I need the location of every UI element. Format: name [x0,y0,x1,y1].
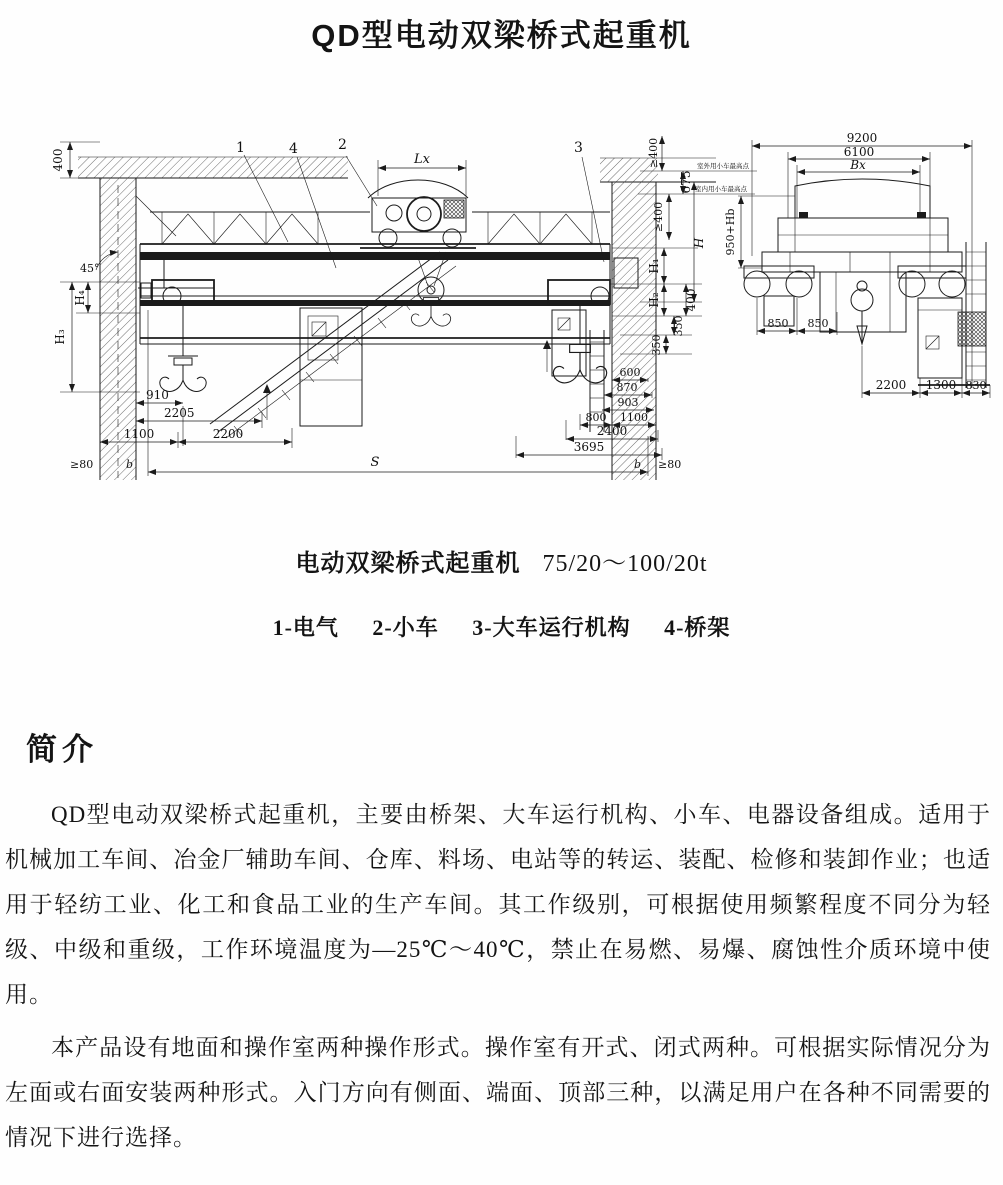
dim-ge400-mid: ≥400 [652,201,665,233]
dim-800: 800 [585,411,607,424]
dim-b-right: b [634,458,642,471]
dim-1100-left: 1100 [123,427,155,441]
dim-850-b: 850 [807,317,829,330]
dim-lx-label: Lx [414,152,430,167]
callout-3: 3 [574,140,583,156]
dim-span-s: S [370,455,380,470]
trolley [360,180,476,303]
dim-h1: H₁ [647,258,661,274]
dim-bx: Bx [850,158,866,172]
dim-2200-side: 2200 [875,378,907,392]
figure-caption [0,543,1003,578]
dim-lx [378,152,466,196]
intro-paragraph-1: QD型电动双梁桥式起重机，主要由桥架、大车运行机构、小车、电器设备组成。适用于机械加工车间、冶金厂辅助车间、仓库、料场、电站等的转运、装配、检修和装卸作业；也适用于轻纺工业、化工和食品工业的生产车间。其工作级别，可根据使用频繁程度不同分为轻级、中级和重级，工作环境温度为—25℃～40℃，禁止在易燃、易爆、腐蚀性介质环境中使用。 [5,802,991,1007]
intro-paragraph-2: 本产品设有地面和操作室两种操作形式。操作室有开式、闭式两种。可根据实际情况分为左面或右面安装两种形式。入门方向有侧面、端面、顶部三种，以满足用户在各种不同需要的情况下进行选择。 [5,1035,991,1150]
dim-950-hb-label: 950+Hb [724,208,737,256]
note-outdoor-trolley: 室外用小车最高点 [697,163,749,170]
end-truck-left [138,258,214,356]
dim-950-hb [724,196,795,268]
crane-technical-drawing [0,0,1003,520]
side-view [724,131,990,398]
dim-2205: 2205 [164,406,195,420]
dim-1300: 1300 [925,378,957,392]
stairs-and-cabinet [210,252,551,438]
legend-item-4: 4-桥架 [664,615,731,640]
dim-h: H [692,237,706,249]
dim-h3: H₃ [53,329,67,345]
legend-item-3: 3-大车运行机构 [472,615,631,640]
dim-903: 903 [617,396,639,409]
dim-350-a: 350 [672,315,685,337]
dim-830: 830 [965,379,987,392]
hook-left [160,358,206,391]
dim-h4: H₄ [73,290,87,306]
caption-spec: 75/20～100/20t [542,551,708,577]
side-structure [744,179,990,388]
dim-ge400-top: ≥400 [647,137,660,169]
callout-1: 1 [236,140,245,156]
dim-850-a: 850 [767,317,789,330]
callout-4: 4 [289,141,298,157]
dim-2200-left: 2200 [212,427,244,441]
side-bottom-dims [862,346,990,398]
note-indoor-trolley: 室内用小车最高点 [695,186,747,193]
dim-6100: 6100 [843,145,875,159]
legend-item-2: 2-小车 [372,615,439,640]
dim-870: 870 [616,381,638,394]
dim-2400: 2400 [596,424,628,438]
dim-ge80-left: ≥80 [70,458,94,471]
dim-1100-right: 1100 [620,411,648,424]
front-view [51,136,757,480]
dim-h2: H₂ [647,292,661,308]
dim-ge80-right: ≥80 [658,458,682,471]
dim-600: 600 [619,366,641,379]
legend-item-1: 1-电气 [272,615,339,640]
page-title: QD型电动双梁桥式起重机 [311,18,692,53]
dim-400-right: 400 [684,288,698,312]
dim-400-top-left: 400 [51,148,65,172]
dim-angle-45: 45° [80,262,100,275]
callout-2: 2 [338,137,347,153]
dim-675: 675 [679,170,693,194]
dim-3695: 3695 [573,440,605,454]
dim-350-b: 350 [650,334,663,356]
caption-name: 电动双梁桥式起重机 [295,551,521,577]
intro-body [5,792,991,1160]
section-heading: 简介 [26,732,98,767]
hook-right [553,344,606,382]
dim-b-left: b [126,458,134,471]
ceiling-left [78,157,348,178]
dim-9200: 9200 [846,131,878,145]
dim-910: 910 [146,388,169,402]
figure-legend [0,611,1003,642]
dim-850 [757,298,837,335]
